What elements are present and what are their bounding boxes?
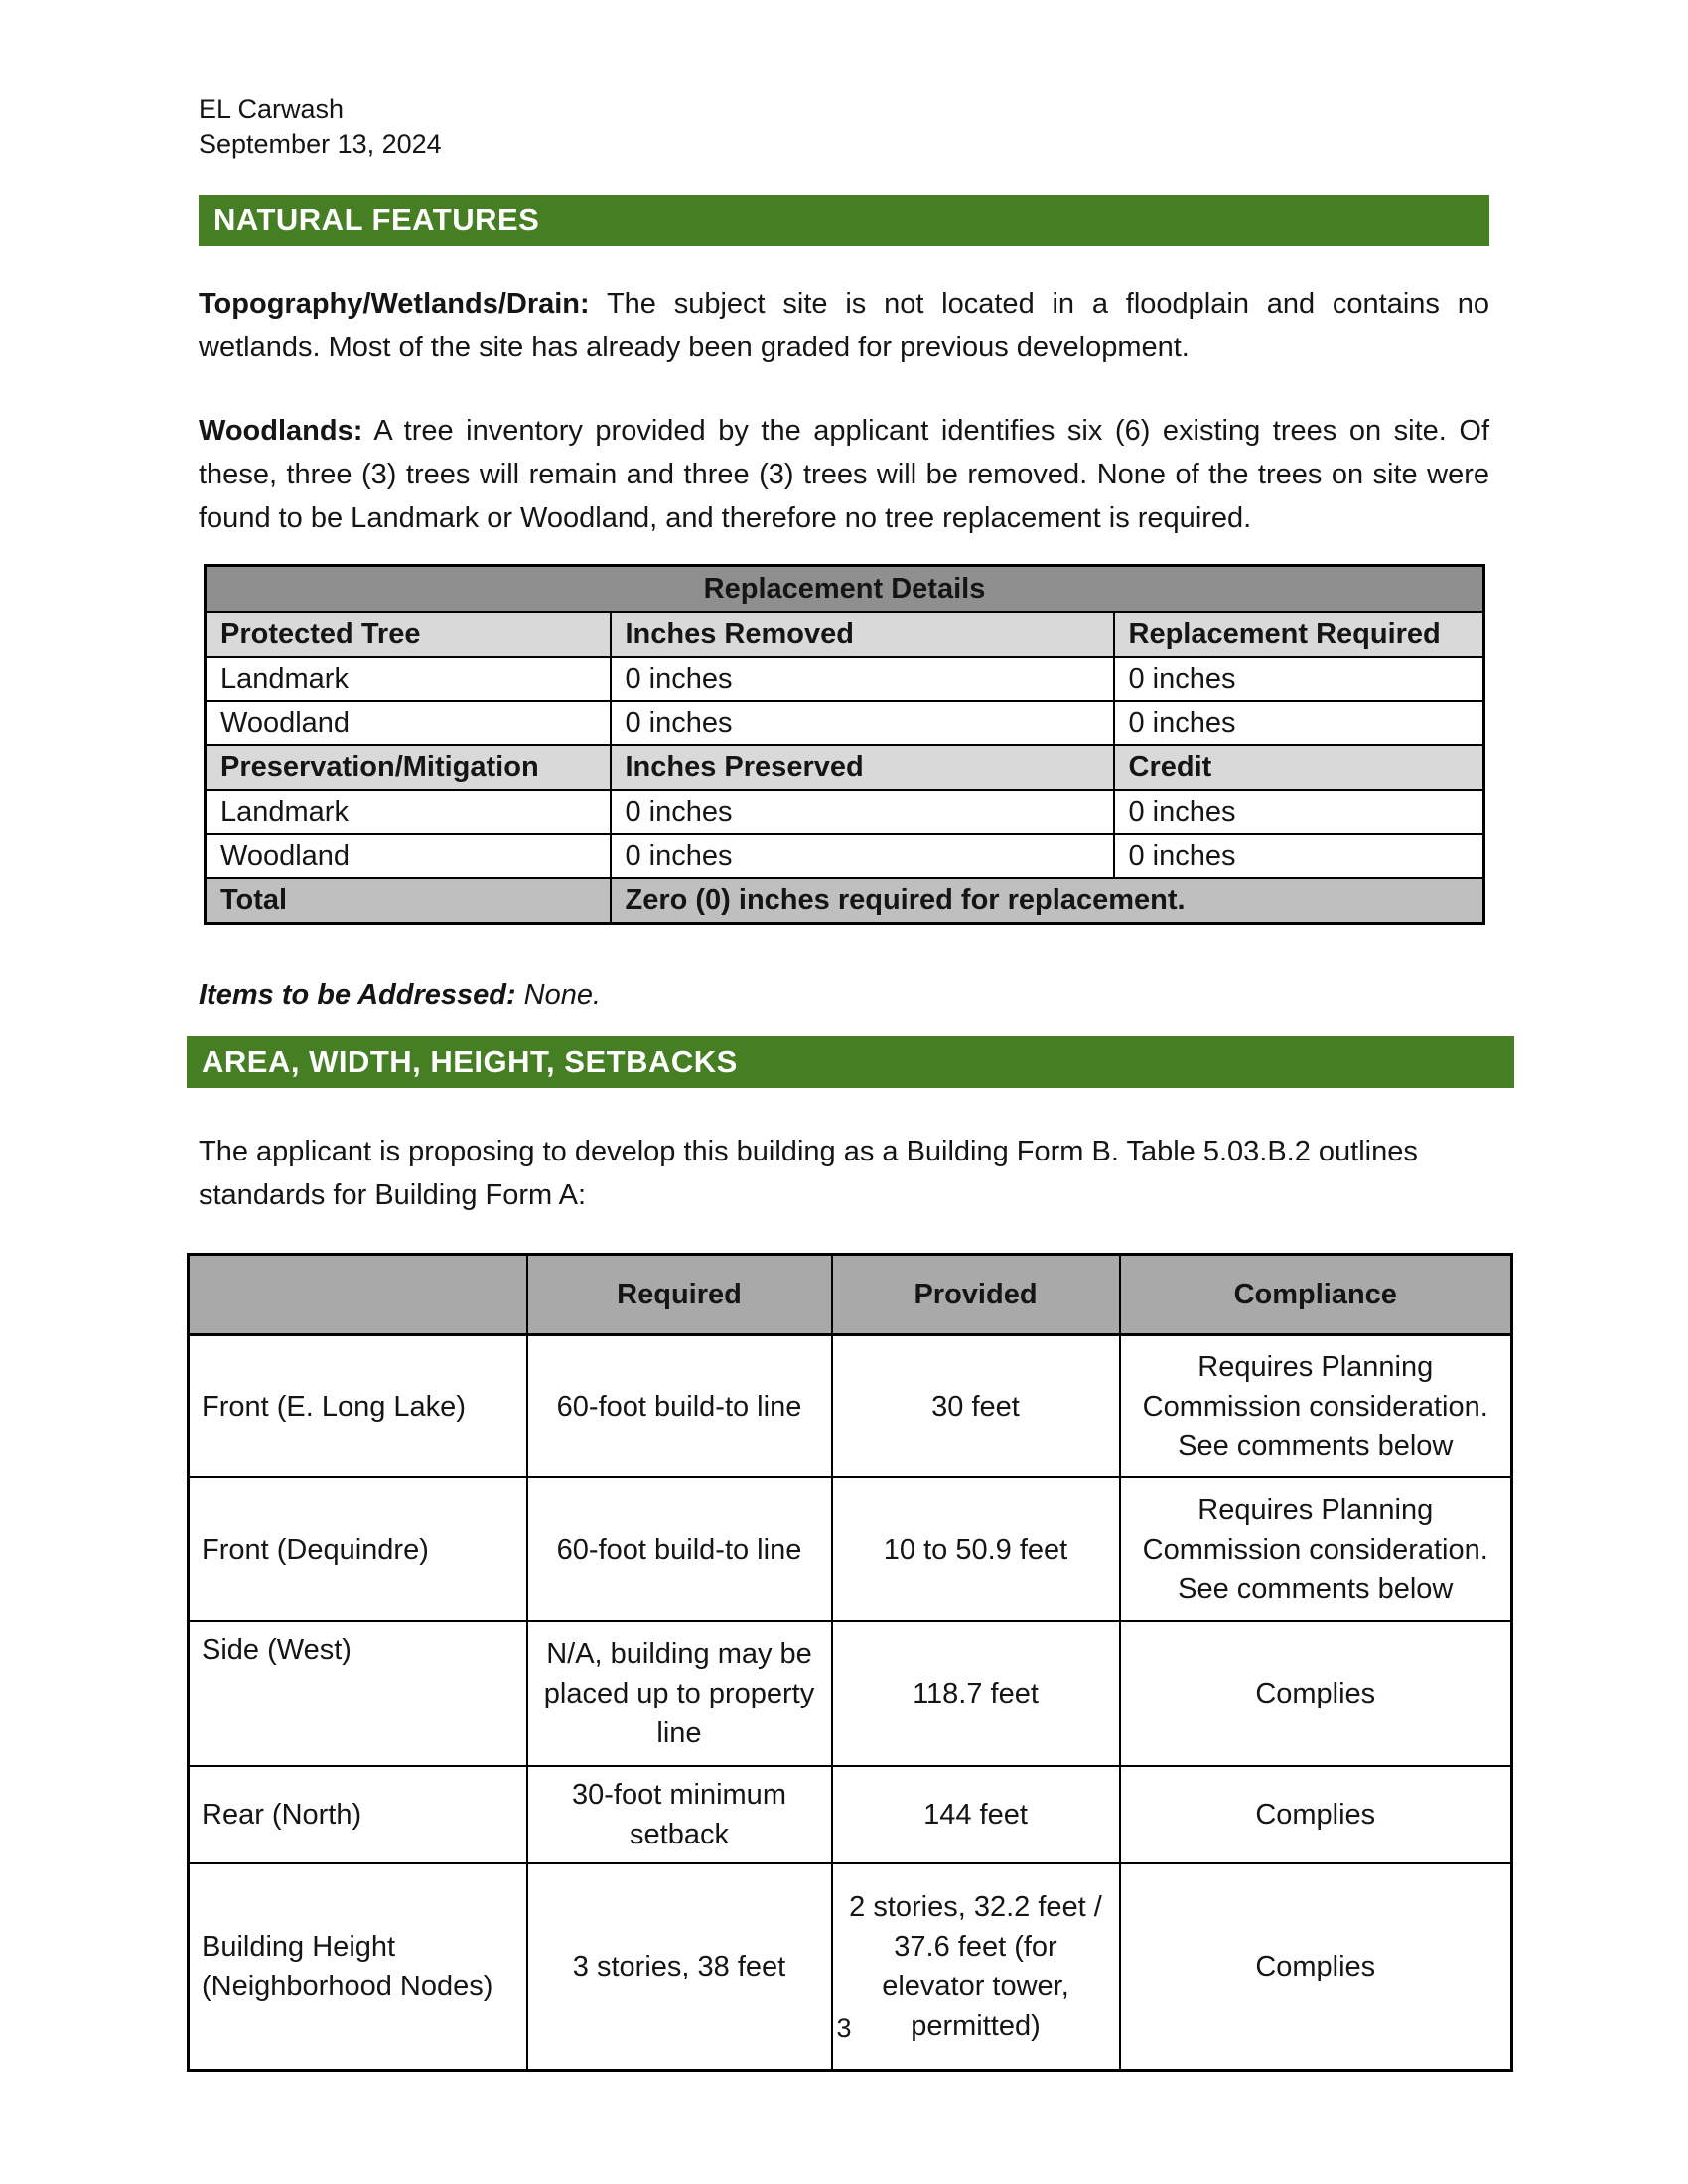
- column-header-cell: Inches Preserved: [611, 745, 1114, 790]
- table-row: [189, 1477, 1512, 1621]
- paragraph-topography-label: Topography/Wetlands/Drain:: [199, 288, 590, 320]
- table-title-cell: Replacement Details: [206, 566, 1484, 613]
- document-header: [199, 92, 1688, 162]
- table-row: [206, 834, 1484, 878]
- compliance-cell: Complies: [1120, 1766, 1512, 1863]
- section-title: AREA, WIDTH, HEIGHT, SETBACKS: [202, 1044, 738, 1079]
- table-row: [206, 878, 1484, 924]
- setbacks-row-label: Building Height (Neighborhood Nodes): [189, 1863, 527, 2071]
- setbacks-header-row: [189, 1255, 1512, 1335]
- setbacks-table: [187, 1253, 1513, 2072]
- section-banner-natural-features: [199, 195, 1489, 246]
- table-row: [206, 612, 1484, 657]
- table-cell: 0 inches: [1114, 790, 1484, 834]
- paragraph-woodlands-text: A tree inventory provided by the applicant identifies six (6) existing trees on site. Of these, three (3) trees will remain and three (3) trees will be removed. None of the trees on site were found to be Landmark or Woodland, and therefore no tree replacement is required.: [199, 415, 1489, 534]
- items-label: Items to be Addressed:: [199, 979, 516, 1011]
- compliance-cell: Complies: [1120, 1621, 1512, 1766]
- required-cell: 60-foot build-to line: [527, 1477, 832, 1621]
- project-name: EL Carwash: [199, 94, 345, 124]
- page-number: 3: [836, 2013, 852, 2043]
- provided-cell: 144 feet: [832, 1766, 1120, 1863]
- compliance-cell: Requires Planning Commission consideration. See comments below: [1120, 1477, 1512, 1621]
- table-row: [206, 566, 1484, 613]
- table-row: [206, 745, 1484, 790]
- required-cell: 3 stories, 38 feet: [527, 1863, 832, 2071]
- required-cell: N/A, building may be placed up to property line: [527, 1621, 832, 1766]
- required-cell: 30-foot minimum setback: [527, 1766, 832, 1863]
- table-row: [189, 1766, 1512, 1863]
- column-header-cell: Credit: [1114, 745, 1484, 790]
- setbacks-header-cell-empty: [189, 1255, 527, 1335]
- total-row-label: Total: [206, 878, 611, 924]
- total-row-value: Zero (0) inches required for replacement.: [611, 878, 1484, 924]
- paragraph-building-form: [199, 1130, 1489, 1217]
- paragraph-woodlands: [199, 409, 1489, 540]
- table-cell: 0 inches: [1114, 701, 1484, 745]
- table-cell: 0 inches: [611, 657, 1114, 701]
- table-cell: 0 inches: [611, 790, 1114, 834]
- table-cell: Woodland: [206, 701, 611, 745]
- column-header-cell: Replacement Required: [1114, 612, 1484, 657]
- table-cell: Woodland: [206, 834, 611, 878]
- table-cell: Landmark: [206, 657, 611, 701]
- setbacks-header-cell-required: Required: [527, 1255, 832, 1335]
- table-cell: 0 inches: [611, 701, 1114, 745]
- provided-cell: 10 to 50.9 feet: [832, 1477, 1120, 1621]
- compliance-cell: Requires Planning Commission consideration. See comments below: [1120, 1335, 1512, 1478]
- provided-cell: 2 stories, 32.2 feet / 37.6 feet (for elevator tower, permitted): [832, 1863, 1120, 2071]
- table-cell: 0 inches: [611, 834, 1114, 878]
- provided-cell: 118.7 feet: [832, 1621, 1120, 1766]
- table-row: [189, 1335, 1512, 1478]
- column-header-cell: Protected Tree: [206, 612, 611, 657]
- column-header-cell: Inches Removed: [611, 612, 1114, 657]
- table-row: [206, 657, 1484, 701]
- setbacks-header-cell-compliance: Compliance: [1120, 1255, 1512, 1335]
- provided-cell: 30 feet: [832, 1335, 1120, 1478]
- table-row: [189, 1621, 1512, 1766]
- paragraph-topography-text: The subject site is not located in a floodplain and contains no wetlands. Most of the site has already been graded for previous development.: [199, 288, 1489, 363]
- table-cell: 0 inches: [1114, 834, 1484, 878]
- replacement-details-table: [204, 564, 1485, 925]
- table-cell: 0 inches: [1114, 657, 1484, 701]
- section-title: NATURAL FEATURES: [213, 203, 540, 237]
- compliance-cell: Complies: [1120, 1863, 1512, 2071]
- paragraph-woodlands-label: Woodlands:: [199, 415, 363, 447]
- items-to-be-addressed: [199, 975, 1688, 1015]
- column-header-cell: Preservation/Mitigation: [206, 745, 611, 790]
- required-cell: 60-foot build-to line: [527, 1335, 832, 1478]
- document-date: September 13, 2024: [199, 129, 442, 159]
- setbacks-header-cell-provided: Provided: [832, 1255, 1120, 1335]
- setbacks-row-label: Side (West): [189, 1621, 527, 1766]
- table-cell: Landmark: [206, 790, 611, 834]
- setbacks-row-label: Front (Dequindre): [189, 1477, 527, 1621]
- paragraph-topography: [199, 282, 1489, 369]
- table-row: [206, 701, 1484, 745]
- table-row: [206, 790, 1484, 834]
- section-banner-area-width-height-setbacks: [187, 1036, 1514, 1088]
- items-value: None.: [515, 979, 602, 1011]
- paragraph-building-form-text: The applicant is proposing to develop this building as a Building Form B. Table 5.03.B.2 outlines standards for Building Form A:: [199, 1136, 1418, 1211]
- setbacks-row-label: Rear (North): [189, 1766, 527, 1863]
- setbacks-row-label: Front (E. Long Lake): [189, 1335, 527, 1478]
